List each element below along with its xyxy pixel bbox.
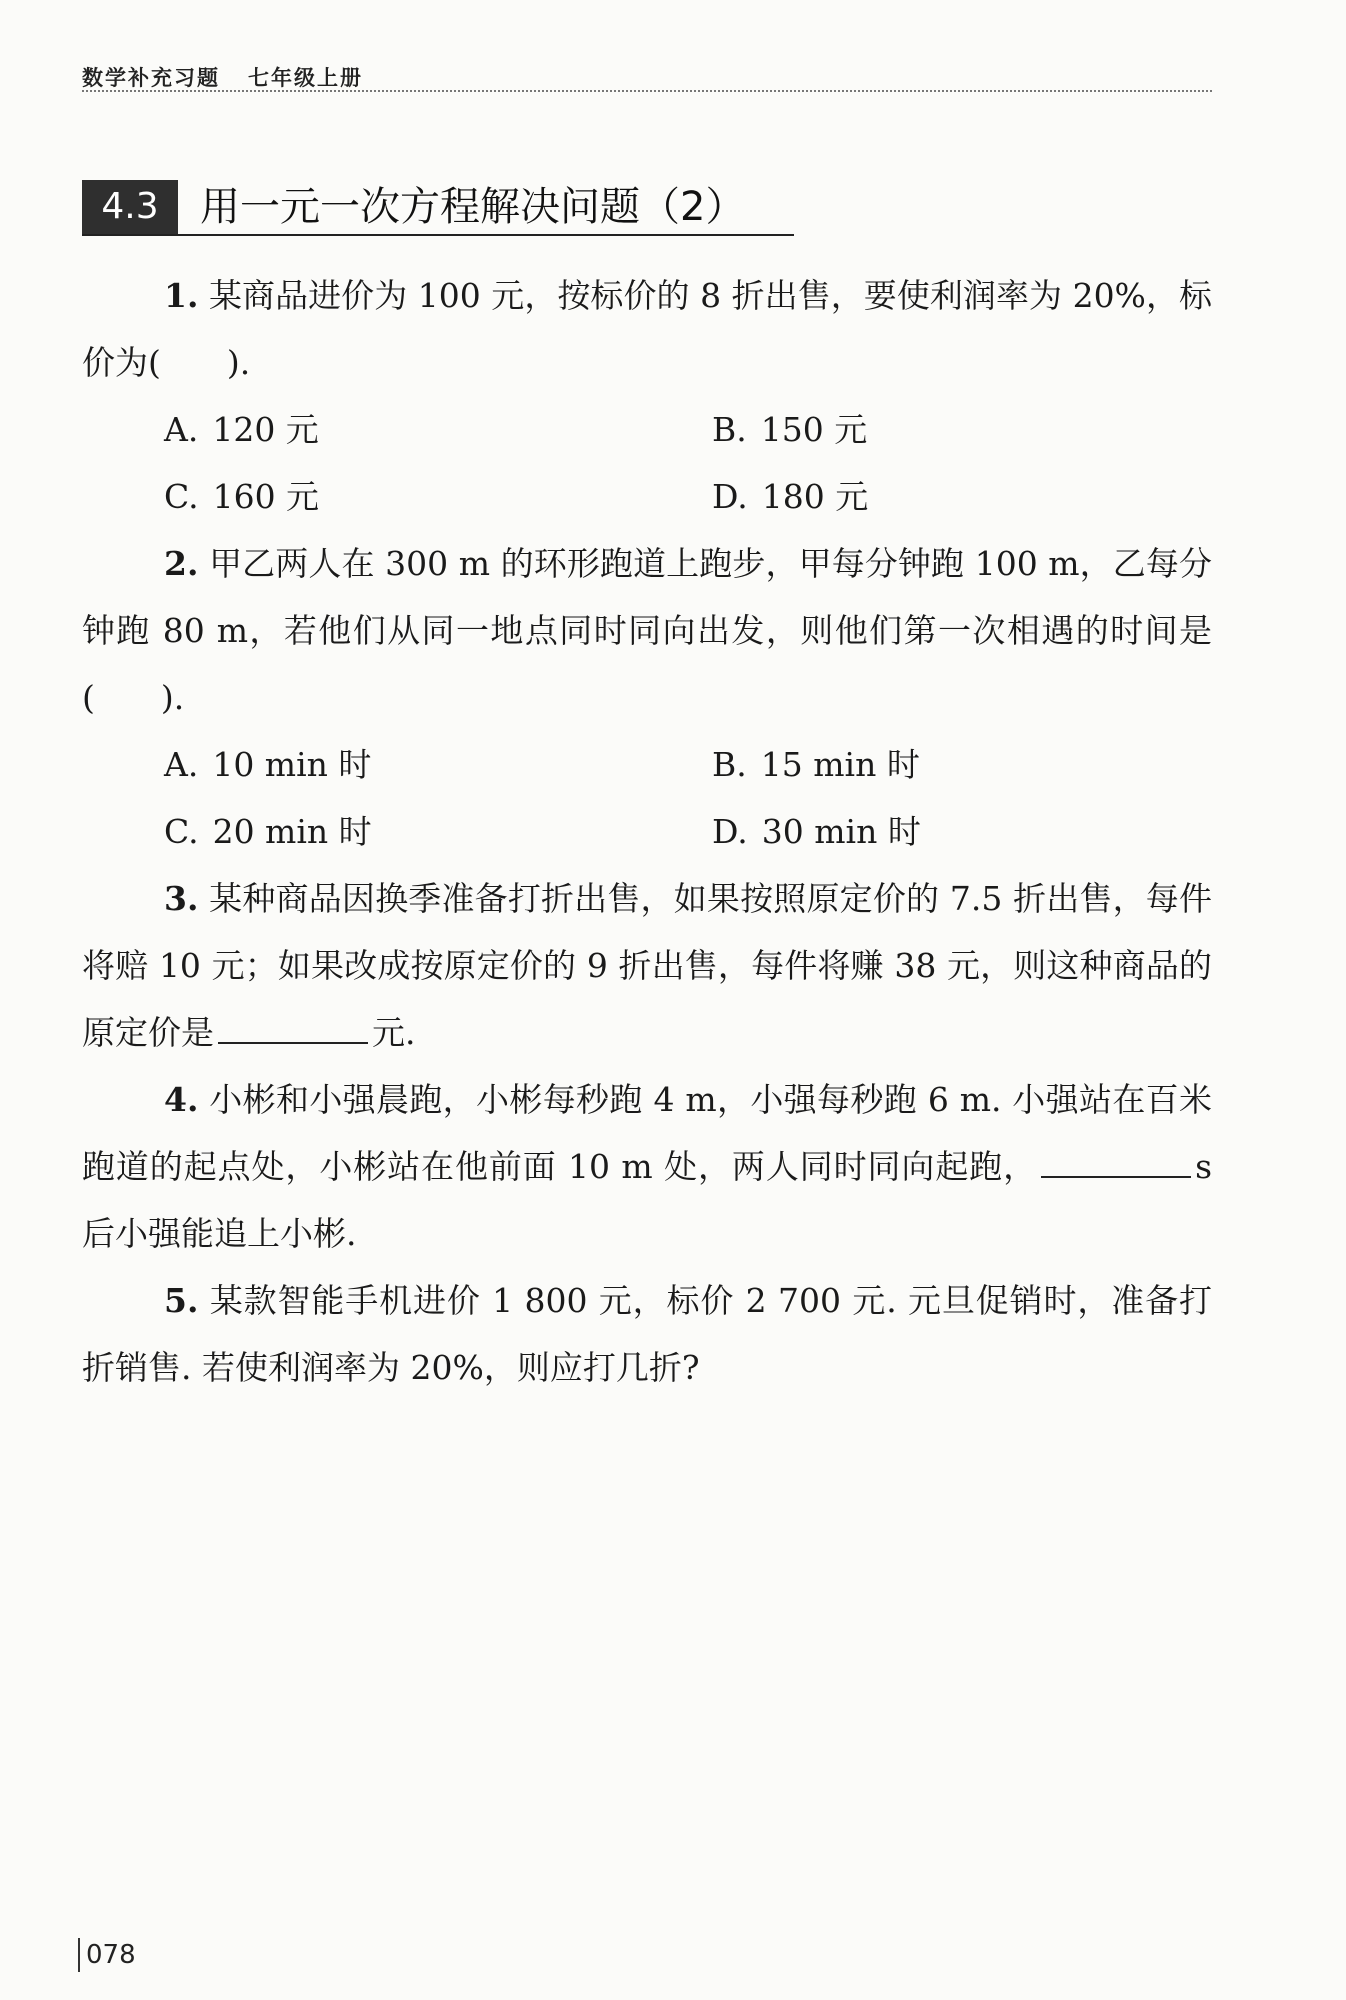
question-5 (82, 1267, 1212, 1401)
question-number: 2. (164, 544, 199, 583)
option-c: C. 160 元 (164, 477, 320, 516)
question-2-options (164, 731, 1212, 865)
question-number: 4. (164, 1080, 199, 1119)
question-number: 5. (164, 1281, 199, 1320)
question-4 (82, 1066, 1212, 1267)
question-text: 甲乙两人在 300 m 的环形跑道上跑步，甲每分钟跑 100 m，乙每分钟跑 80 m，若他们从同一地点同时同向出发，则他们第一次相遇的时间是( ). (82, 544, 1212, 717)
header-divider (82, 90, 1212, 92)
question-number: 3. (164, 879, 199, 918)
question-2 (82, 530, 1212, 731)
section-number: 4.3 (82, 180, 178, 234)
question-text-end: s 后小强能追上小彬. (82, 1147, 1212, 1253)
running-header (82, 62, 363, 92)
option-a: A. 10 min 时 (164, 745, 372, 784)
answer-blank[interactable] (218, 1012, 368, 1044)
question-1 (82, 262, 1212, 396)
page-number: 078 (78, 1938, 136, 1972)
option-b: B. 15 min 时 (712, 745, 920, 784)
question-text-end: 元. (372, 1013, 416, 1052)
answer-blank[interactable] (1041, 1146, 1191, 1178)
question-3 (82, 865, 1212, 1066)
grade-label: 七年级上册 (248, 66, 363, 90)
exercise-list (82, 262, 1212, 1401)
option-d: D. 180 元 (712, 477, 869, 516)
question-text: 小彬和小强晨跑，小彬每秒跑 4 m，小强每秒跑 6 m. 小强站在百米跑道的起点处，小彬站在他前面 10 m 处，两人同时同向起跑， (82, 1080, 1213, 1186)
question-text: 某款智能手机进价 1 800 元，标价 2 700 元. 元旦促销时，准备打折销售. 若使利润率为 20%，则应打几折? (82, 1281, 1212, 1387)
option-d: D. 30 min 时 (712, 812, 921, 851)
option-c: C. 20 min 时 (164, 812, 372, 851)
question-text: 某商品进价为 100 元，按标价的 8 折出售，要使利润率为 20%，标价为( ). (82, 276, 1213, 382)
section-title: 用一元一次方程解决问题（2） (200, 184, 746, 230)
option-b: B. 150 元 (712, 410, 868, 449)
section-heading (82, 180, 794, 236)
question-number: 1. (164, 276, 199, 315)
book-title: 数学补充习题 (82, 66, 220, 90)
question-text: 某种商品因换季准备打折出售，如果按照原定价的 7.5 折出售，每件将赔 10 元；如果改成按原定价的 9 折出售，每件将赚 38 元，则这种商品的原定价是 (82, 879, 1212, 1052)
question-1-options (164, 396, 1212, 530)
option-a: A. 120 元 (164, 410, 319, 449)
